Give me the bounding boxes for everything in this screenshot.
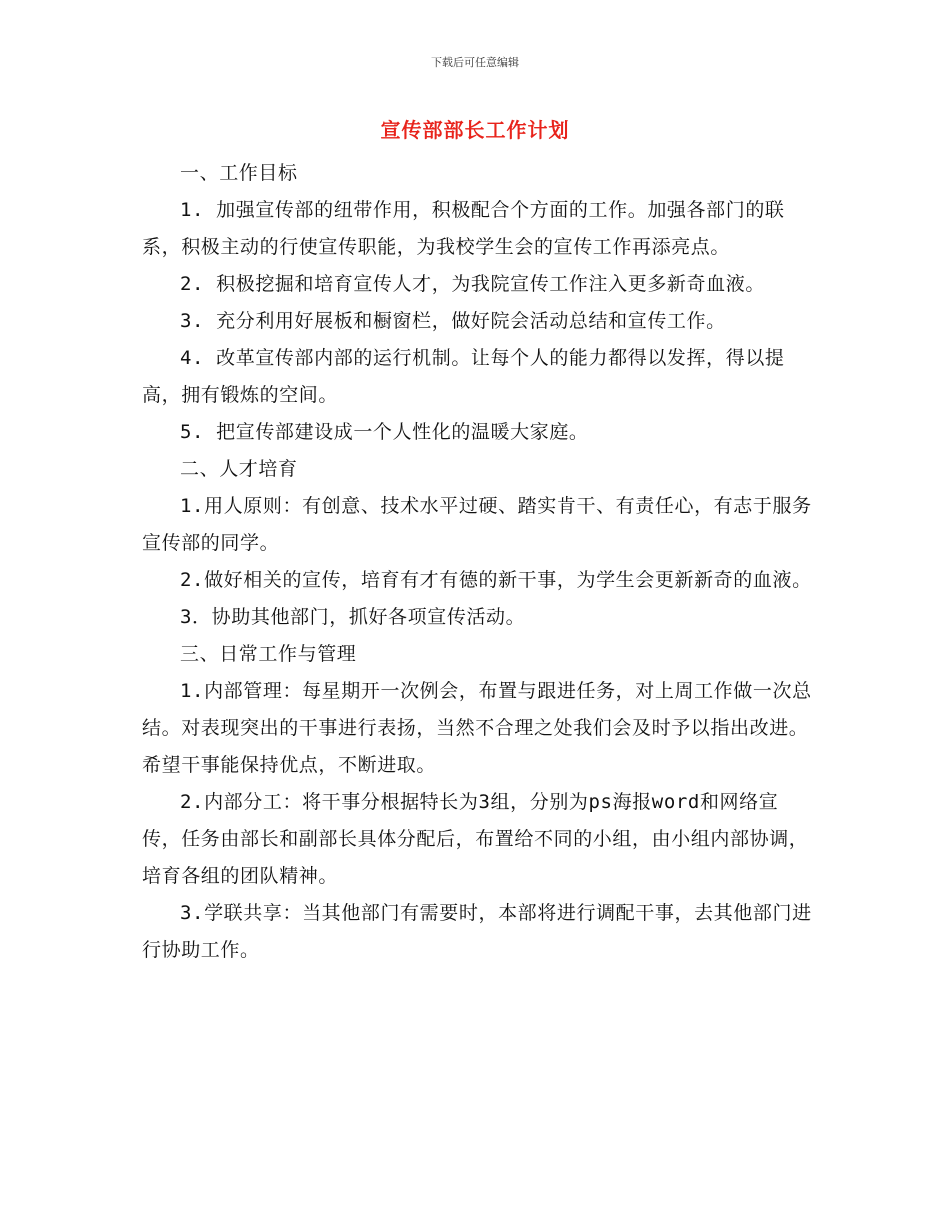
paragraph-goal-2: 2. 积极挖掘和培育宣传人才，为我院宣传工作注入更多新奇血液。 <box>180 273 765 295</box>
paragraph-goal-4: 4. 改革宣传部内部的运行机制。让每个人的能力都得以发挥，得以提高，拥有锻炼的空间。 <box>142 347 785 406</box>
paragraph-daily-1: 1.内部管理：每星期开一次例会，布置与跟进任务，对上周工作做一次总结。对表现突出的干事进行表扬，当然不合理之处我们会及时予以指出改进。希望干事能保持优点，不断进取。 <box>142 680 812 776</box>
paragraph-goal-5: 5. 把宣传部建设成一个人性化的温暖大家庭。 <box>180 421 589 443</box>
section-heading-goals: 一、工作目标 <box>180 162 298 184</box>
paragraph-daily-3: 3.学联共享：当其他部门有需要时，本部将进行调配干事，去其他部门进行协助工作。 <box>142 902 812 961</box>
section-heading-talent: 二、人才培育 <box>180 458 298 480</box>
header-note: 下载后可任意编辑 <box>431 56 519 69</box>
paragraph-daily-2: 2.内部分工：将干事分根据特长为3组，分别为ps海报word和网络宣传，任务由部长和副部长具体分配后，布置给不同的小组，由小组内部协调，培育各组的团队精神。 <box>142 791 809 887</box>
document-title: 宣传部部长工作计划 <box>380 118 570 142</box>
paragraph-talent-1: 1.用人原则：有创意、技术水平过硬、踏实肯干、有责任心，有志于服务宣传部的同学。 <box>142 495 812 554</box>
document-body <box>142 155 814 969</box>
paragraph-talent-3: 3．协助其他部门，抓好各项宣传活动。 <box>180 606 526 628</box>
paragraph-talent-2: 2.做好相关的宣传，培育有才有德的新干事，为学生会更新新奇的血液。 <box>180 569 812 591</box>
paragraph-goal-1: 1. 加强宣传部的纽带作用，积极配合个方面的工作。加强各部门的联系，积极主动的行使宣传职能，为我校学生会的宣传工作再添亮点。 <box>142 199 785 258</box>
paragraph-goal-3: 3. 充分利用好展板和橱窗栏，做好院会活动总结和宣传工作。 <box>180 310 726 332</box>
section-heading-daily: 三、日常工作与管理 <box>180 643 357 665</box>
